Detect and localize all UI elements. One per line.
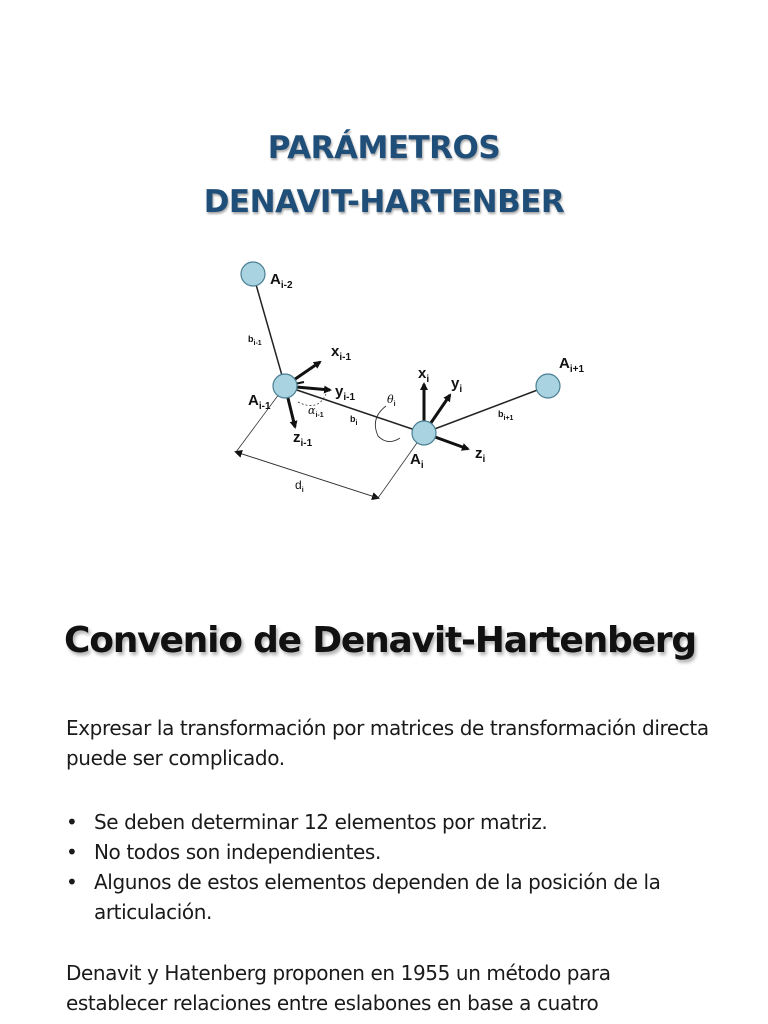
label-alpha-im1: αi-1 (308, 404, 324, 419)
label-x-i: $x_i$ (418, 365, 430, 385)
label-y-i: $y_i$ (451, 375, 463, 395)
list-item (66, 837, 716, 867)
section-heading: Convenio de Denavit-Hartenberg (64, 620, 696, 661)
label-z-im1: $z_{i-1}$ (293, 429, 313, 449)
title-line-2: DENAVIT-HARTENBER (203, 184, 565, 220)
label-z-i: $z_i$ (475, 445, 486, 465)
joint-a-i (412, 421, 436, 445)
label-a-ip1: $A_{i+1}$ (559, 355, 585, 375)
list-item (66, 867, 716, 927)
label-d-i: di (295, 478, 304, 494)
label-b-ip1: bi+1 (498, 409, 514, 422)
bullet-list (66, 807, 716, 927)
list-item-text: No todos son independientes. (94, 840, 381, 864)
title-line-1: PARÁMETROS (267, 130, 501, 166)
label-a-im1: $A_{i-1}$ (248, 392, 271, 412)
outro-paragraph: Denavit y Hatenberg proponen en 1955 un método para establecer relaciones entre eslabones en base a cuatro (66, 961, 611, 1015)
label-a-i: $A_i$ (410, 451, 424, 471)
list-item (66, 807, 716, 837)
joint-a-im1 (273, 374, 297, 398)
list-item-text: Algunos de estos elementos dependen de la posición de la articulación. (94, 870, 661, 924)
link-b-ip1 (424, 386, 548, 433)
label-a-im2: $A_{i-2}$ (270, 271, 293, 291)
dimension-d-i-back (236, 452, 378, 498)
intro-paragraph: Expresar la transformación por matrices de transformación directa puede ser complicado. (66, 716, 709, 770)
bullet-icon: • (66, 840, 78, 864)
label-theta-i: θi (387, 393, 396, 408)
joint-a-ip1 (536, 374, 560, 398)
joint-a-im2 (241, 262, 265, 286)
denavit-hartenberg-diagram (228, 252, 600, 508)
label-b-im1: bi-1 (248, 334, 262, 347)
bullet-icon: • (66, 870, 78, 894)
bullet-icon: • (66, 810, 78, 834)
label-x-im1: $x_{i-1}$ (331, 343, 352, 363)
label-b-i: bi (350, 414, 358, 427)
list-item-text: Se deben determinar 12 elementos por matriz. (94, 810, 548, 834)
label-y-im1: $y_{i-1}$ (335, 383, 356, 403)
